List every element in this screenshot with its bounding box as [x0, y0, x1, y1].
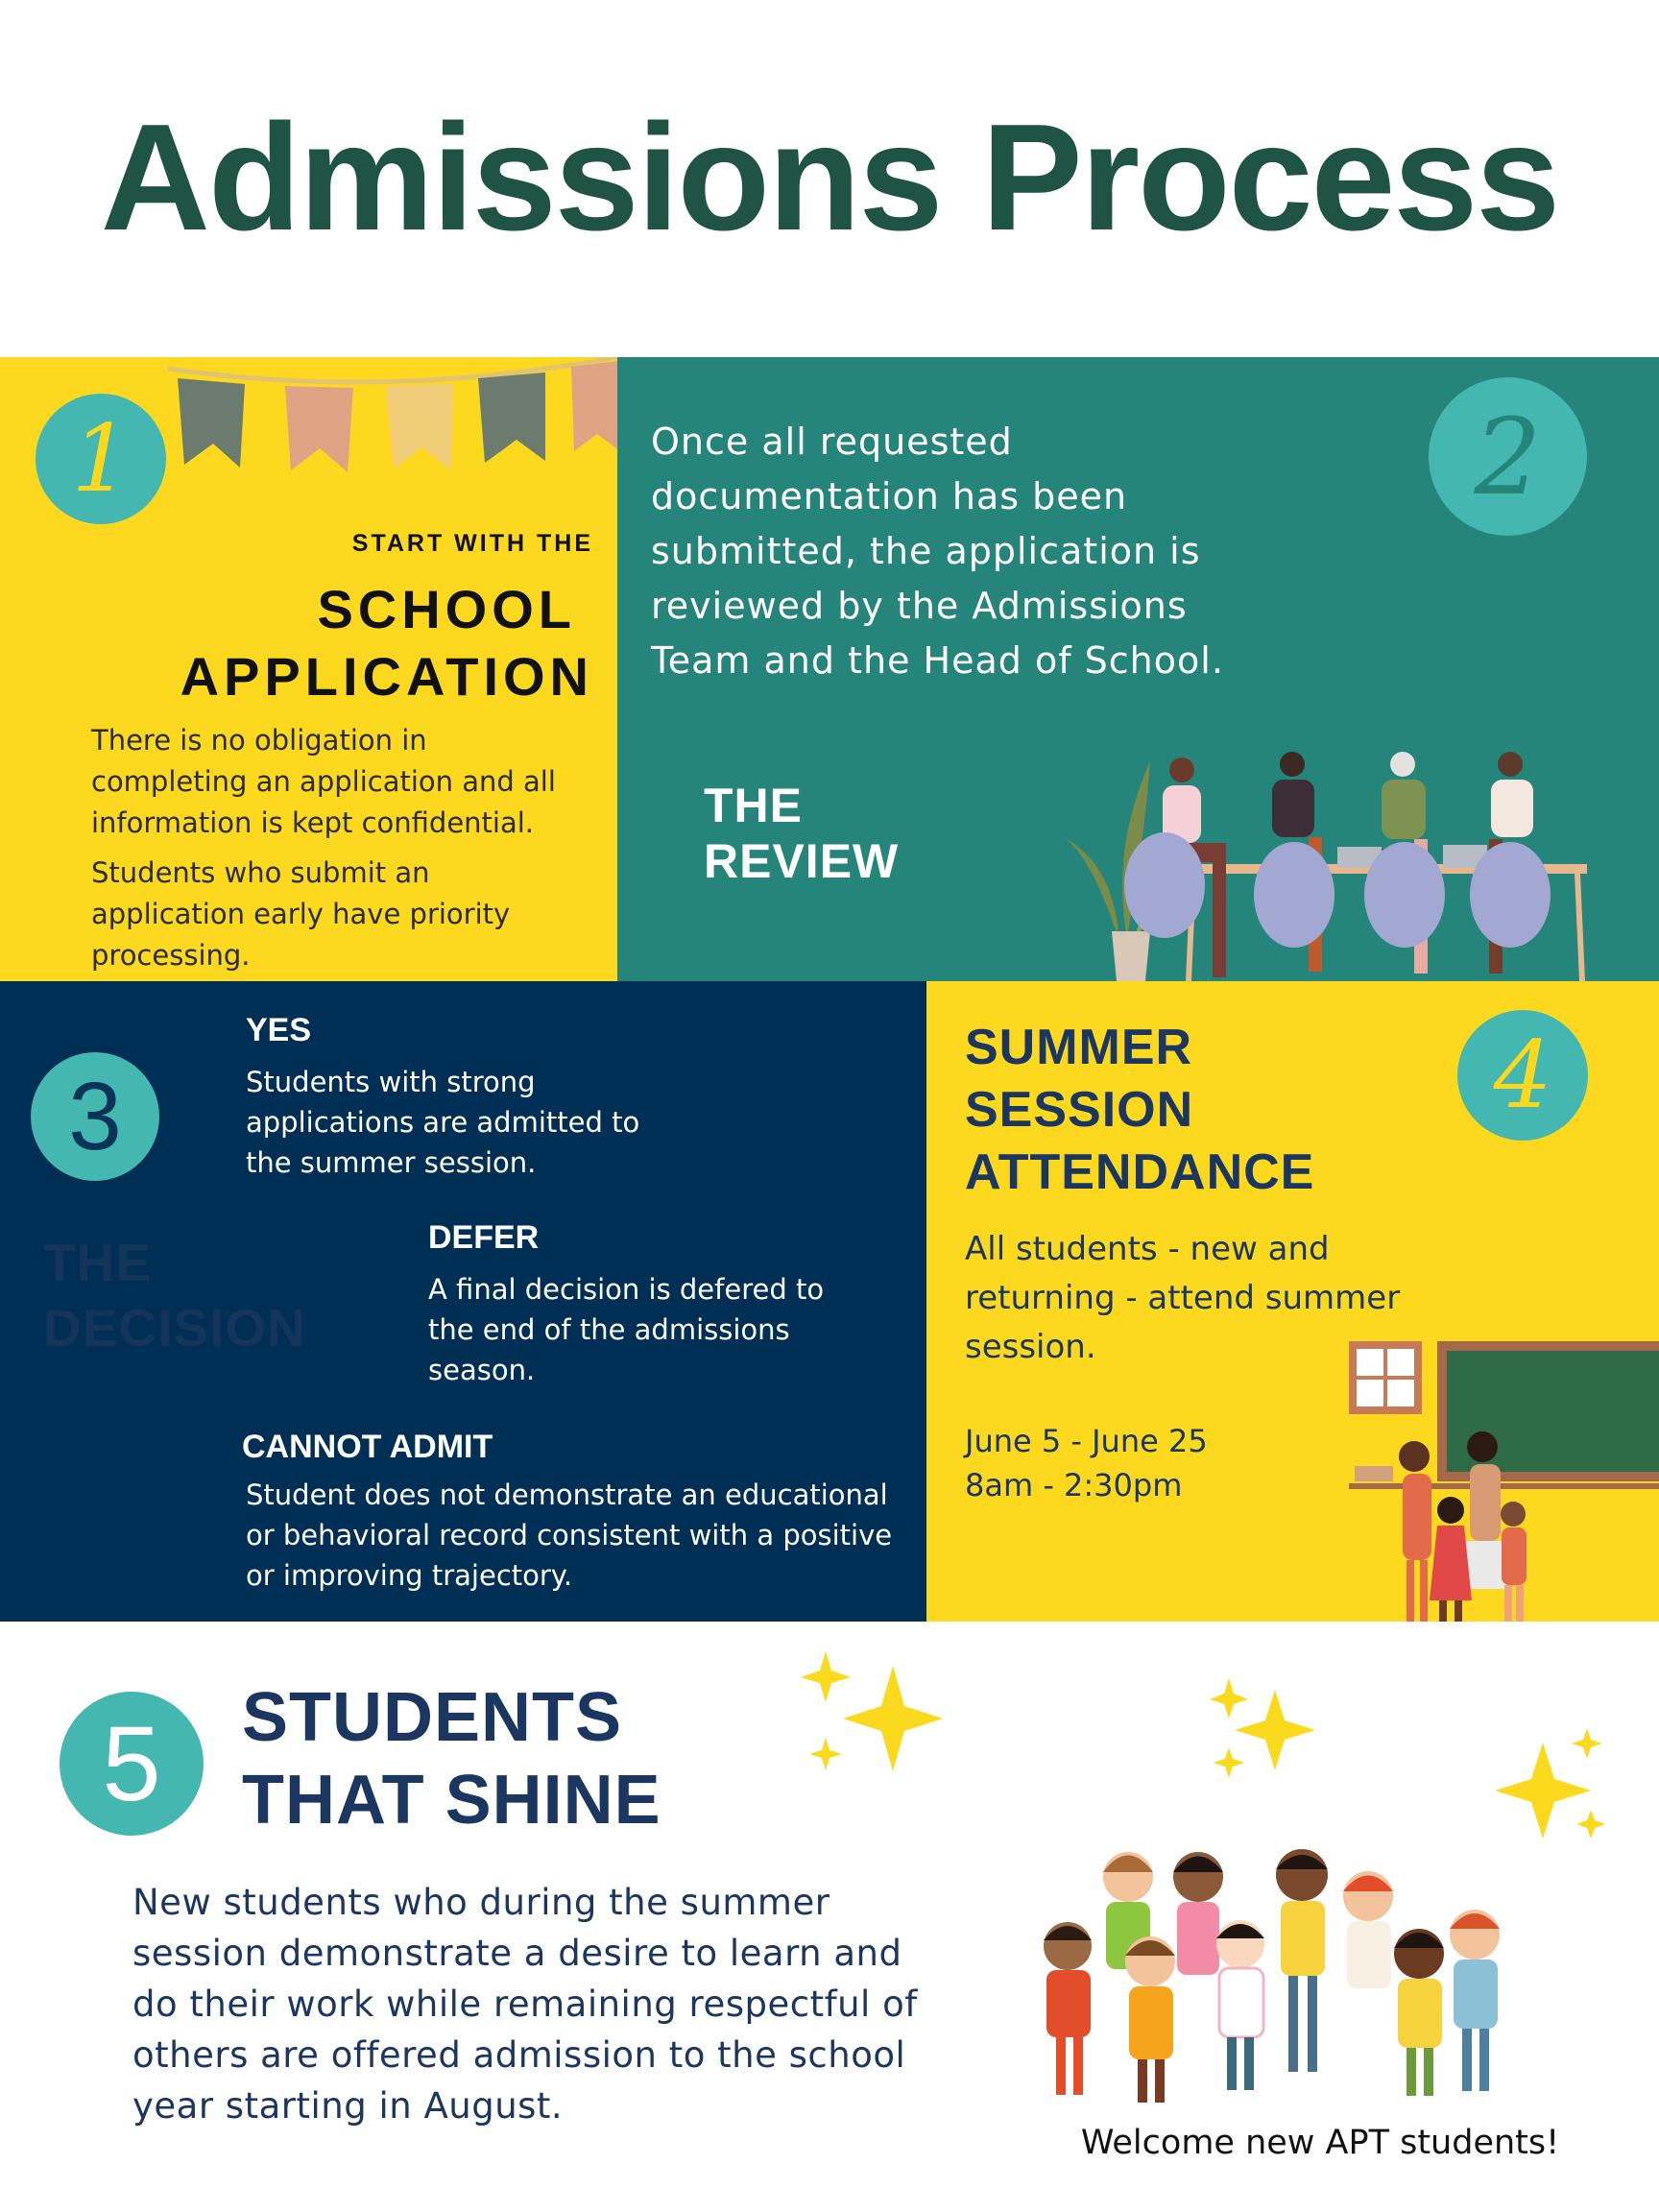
- classroom-illustration: [1345, 1341, 1659, 1622]
- defer-text: A final decision is defered to the end of the admissions season.: [428, 1273, 825, 1386]
- step-1-kicker: START WITH THE: [351, 530, 593, 557]
- step-1-heading-line1: SCHOOL: [317, 579, 576, 639]
- step-2-label-line2: REVIEW: [704, 834, 900, 888]
- step-5-text: New students who during the summer session demonstrate a desire to learn and do their work while remaining respectful of others are offered admission to the school year starting in August.: [132, 1882, 918, 2127]
- step-2-number-circle: 2: [1429, 377, 1587, 536]
- step-4-heading-line2: SESSION: [965, 1082, 1194, 1138]
- step-1-heading-line2: APPLICATION: [180, 646, 593, 707]
- step-4-heading-line1: SUMMER: [965, 1020, 1193, 1075]
- step-3-label-line2: DECISION: [43, 1298, 306, 1358]
- step-5-number-circle: 5: [60, 1692, 204, 1836]
- cannot-admit-text: Student does not demonstrate an educational or behavioral record consistent with a positive or improving trajectory.: [246, 1479, 893, 1592]
- sparkle-icon: [797, 1647, 965, 1791]
- step-4-number-circle: 4: [1457, 1010, 1588, 1141]
- cannot-admit-heading: CANNOT ADMIT: [242, 1429, 493, 1465]
- step-4-dates: June 5 - June 25: [965, 1423, 1208, 1459]
- defer-heading: DEFER: [428, 1219, 540, 1256]
- step-3-number-circle: 3: [31, 1052, 159, 1181]
- page-title: Admissions Process: [100, 93, 1559, 262]
- sparkle-icon-3: [1483, 1723, 1608, 1858]
- step-5-heading-line2: THAT SHINE: [242, 1762, 661, 1839]
- step-1-paragraph-2: Students who submit an application early have priority processing.: [91, 856, 511, 972]
- step-4-hours: 8am - 2:30pm: [965, 1467, 1183, 1503]
- step-4-text: All students - new and returning - attend summer session.: [965, 1230, 1401, 1366]
- step-2-label-line1: THE: [704, 779, 803, 832]
- students-group-illustration: [1027, 1839, 1527, 2107]
- step-2-text: Once all requested documentation has been submitted, the application is reviewed by the Admissions Team and the Head of School.: [651, 421, 1224, 682]
- step-4-heading-line3: ATTENDANCE: [965, 1144, 1315, 1200]
- sparkle-icon-2: [1208, 1671, 1323, 1791]
- yes-heading: YES: [246, 1012, 312, 1048]
- meeting-illustration: [1059, 751, 1625, 981]
- step-1-number-circle: 1: [36, 394, 166, 524]
- welcome-caption: Welcome new APT students!: [1080, 2124, 1560, 2162]
- step-1-paragraph-1: There is no obligation in completing an application and all information is kept confidential.: [91, 724, 556, 839]
- step-3-label-line1: THE: [43, 1233, 152, 1292]
- yes-text: Students with strong applications are admitted to the summer session.: [246, 1066, 640, 1179]
- step-5-heading-line1: STUDENTS: [242, 1679, 623, 1756]
